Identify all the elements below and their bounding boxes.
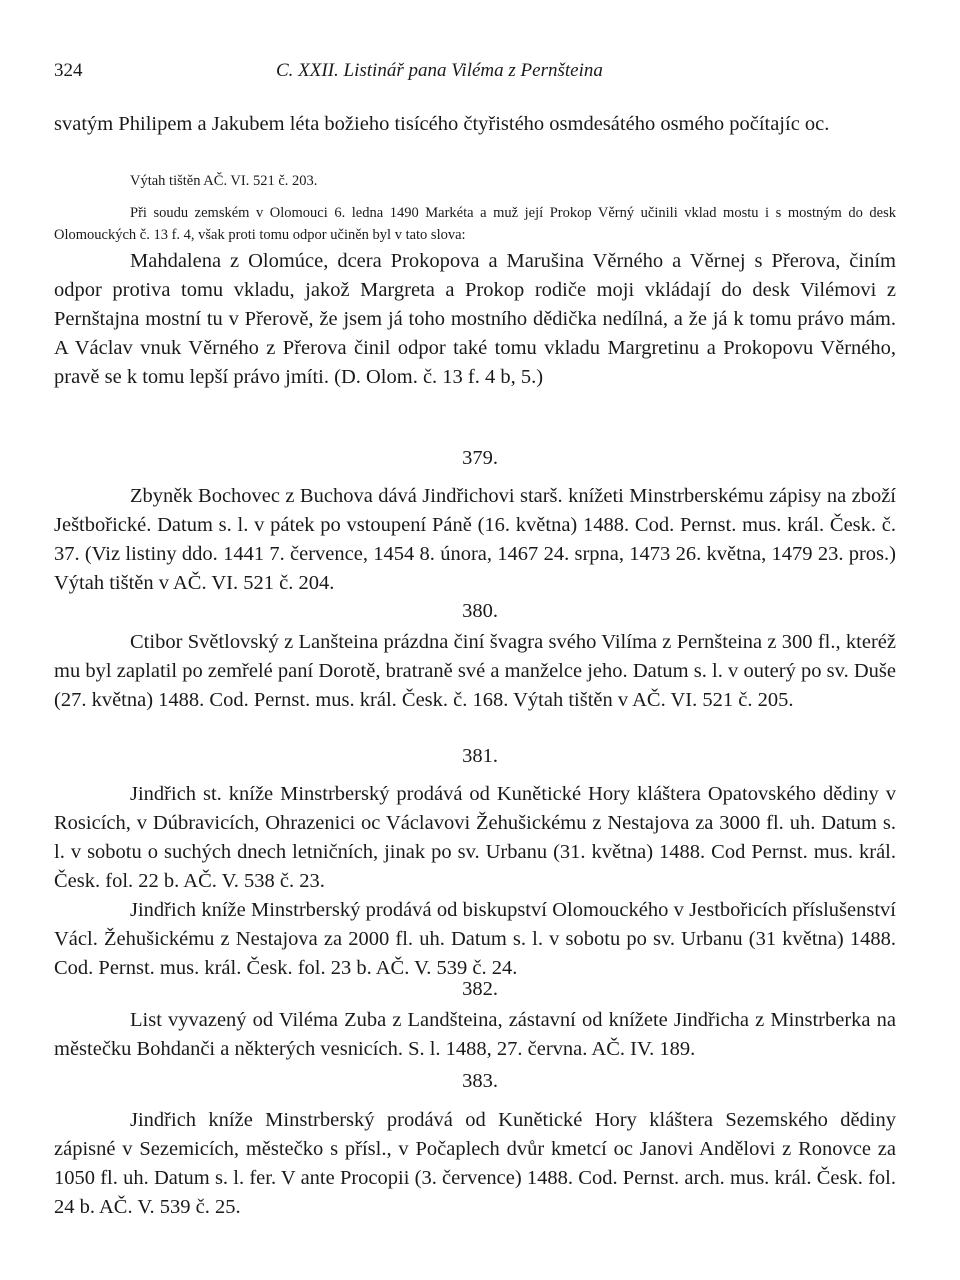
- entry-382: [54, 1006, 896, 1064]
- continuation-text: svatým Philipem a Jakubem léta božieho tisícého čtyřistého osmdesátého osmého počítajíc oc.: [54, 113, 830, 135]
- entry-381: [54, 780, 896, 983]
- entry-paragraph: Ctibor Světlovský z Lanšteina prázdna činí švagra svého Vilíma z Pernšteina z 300 fl., kteréž mu byl zaplatil po zemřelé paní Dorotě, bratraně své a manželce jeho. Datum s. l. v outerý po sv. Duše (27. května) 1488. Cod. Pernst. mus. král. Česk. č. 168. Výtah tištěn v AČ. VI. 521 č. 205.: [54, 631, 896, 711]
- print-note: Výtah tištěn AČ. VI. 521 č. 203.: [130, 173, 318, 189]
- quote-block: [54, 247, 896, 392]
- entry-number-381: 381.: [462, 745, 498, 767]
- entry-paragraph: Jindřich st. kníže Minstrberský prodává od Kunětické Hory kláštera Opatovského dědiny v Rosicích, v Dúbravicích, Ohrazenici oc Václavovi Žehušickému z Nestajova za 3000 fl. uh. Datum s. l. v sobotu o suchých dnech letničních, jinak po sv. Urbanu (31. května) 1488. Cod Pernst. mus. král. Česk. fol. 22 b. AČ. V. 538 č. 23.: [54, 783, 896, 892]
- entry-number-380: 380.: [462, 600, 498, 622]
- entry-380: [54, 628, 896, 715]
- entry-number-382: 382.: [462, 978, 498, 1000]
- page-number: 324: [54, 60, 83, 81]
- court-note-block: [54, 202, 896, 246]
- entry-paragraph: Zbyněk Bochovec z Buchova dává Jindřichovi starš. knížeti Minstrberskému zápisy na zboží Ještbořické. Datum s. l. v pátek po vstoupení Páně (16. května) 1488. Cod. Pernst. mus. král. Česk. č. 37. (Viz listiny ddo. 1441 7. července, 1454 8. února, 1467 24. srpna, 1473 26. května, 1479 23. pros.) Výtah tištěn v AČ. VI. 521 č. 204.: [54, 485, 896, 594]
- entry-379: [54, 482, 896, 598]
- quoted-objection: Mahdalena z Olomúce, dcera Prokopova a Marušina Věrného a Věrnej s Přerova, činím odpor protiva tomu vkladu, jakož Margreta a Prokop rodiče moji vkládají do desk Vilémovi z Pernštajna mostní tu v Přerově, že jsem já toho mostního dědička nedílná, a že já k tomu právo mám. A Václav vnuk Věrného z Přerova činil odpor také tomu vkladu Margretinu a Prokopovu Věrného, pravě se k tomu lepší právo jmíti. (D. Olom. č. 13 f. 4 b, 5.): [54, 250, 896, 388]
- entry-paragraph: Jindřich kníže Minstrberský prodává od biskupství Olomouckého v Jestbořicích příslušenství Václ. Žehušickému z Nestajova za 2000 fl. uh. Datum s. l. v sobotu po sv. Urbanu (31 května) 1488. Cod. Pernst. mus. král. Česk. fol. 23 b. AČ. V. 539 č. 24.: [54, 899, 896, 979]
- entry-number-379: 379.: [462, 447, 498, 469]
- print-note-block: [54, 170, 896, 192]
- court-note: Při soudu zemském v Olomouci 6. ledna 1490 Markéta a muž její Prokop Věrný učinili vklad mostu i s mostným do desk Olomouckých č. 13 f. 4, však proti tomu odpor učiněn byl v tato slova:: [54, 205, 896, 243]
- entry-383: [54, 1106, 896, 1222]
- page-header: [54, 60, 896, 88]
- entry-paragraph: Jindřich kníže Minstrberský prodává od Kunětické Hory kláštera Sezemského dědiny zápisné v Sezemicích, městečko s přísl., v Počaplech dvůr kmetcí oc Janovi Andělovi z Ronovce za 1050 fl. uh. Datum s. l. fer. V ante Procopii (3. července) 1488. Cod. Pernst. arch. mus. král. Česk. fol. 24 b. AČ. V. 539 č. 25.: [54, 1109, 896, 1218]
- intro-continuation: [54, 110, 896, 139]
- entry-number-383: 383.: [462, 1070, 498, 1092]
- running-title: C. XXII. Listinář pana Viléma z Pernšteina: [276, 60, 603, 81]
- entry-paragraph: List vyvazený od Viléma Zuba z Landšteina, zástavní od knížete Jindřicha z Minstrberka na městečku Bohdanči a některých vesnicích. S. l. 1488, 27. června. AČ. IV. 189.: [54, 1009, 896, 1060]
